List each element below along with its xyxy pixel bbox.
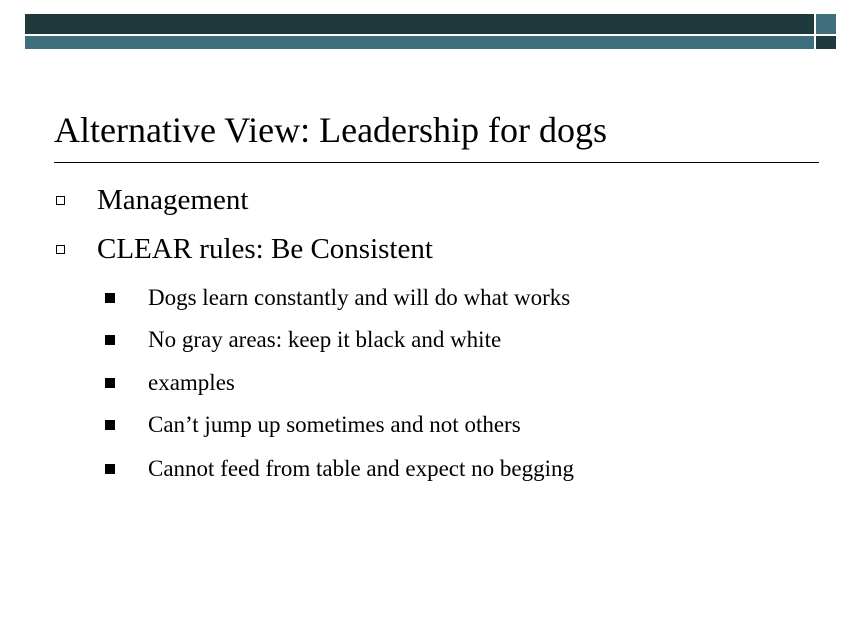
sub-bullet-text: No gray areas: keep it black and white — [148, 327, 502, 352]
title-divider — [54, 162, 819, 163]
header-square-bottom — [816, 36, 836, 49]
sub-bullet-text: examples — [148, 370, 235, 395]
sub-bullet-text: Dogs learn constantly and will do what works — [148, 285, 571, 310]
hollow-square-bullet-icon — [56, 245, 65, 254]
bullet-text: CLEAR rules: Be Consistent — [97, 233, 433, 265]
filled-square-bullet-icon — [105, 464, 115, 474]
header-bar-top — [25, 14, 814, 34]
header-bar-bottom — [25, 36, 814, 49]
hollow-square-bullet-icon — [56, 196, 65, 205]
filled-square-bullet-icon — [105, 335, 115, 345]
slide-title: Alternative View: Leadership for dogs — [54, 110, 608, 150]
filled-square-bullet-icon — [105, 378, 115, 388]
filled-square-bullet-icon — [105, 293, 115, 303]
sub-bullet-text: Cannot feed from table and expect no begging — [148, 456, 574, 481]
bullet-text: Management — [97, 184, 249, 216]
filled-square-bullet-icon — [105, 420, 115, 430]
sub-bullet-text: Can’t jump up sometimes and not others — [148, 412, 521, 437]
header-square-top — [816, 14, 836, 34]
